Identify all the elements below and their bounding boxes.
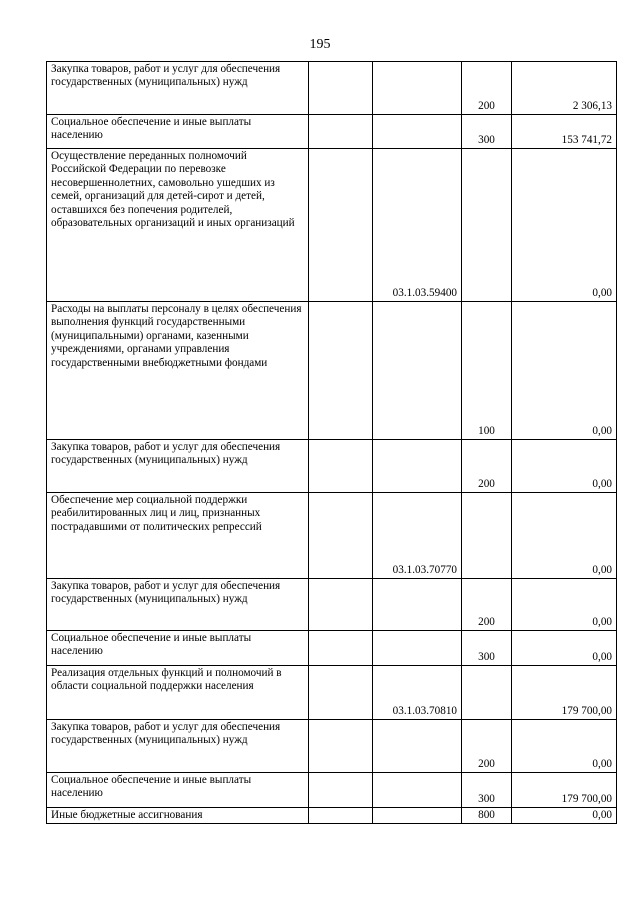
row-type: 100 bbox=[462, 302, 512, 440]
row-empty-cell bbox=[309, 720, 373, 773]
row-code bbox=[373, 631, 462, 666]
row-code bbox=[373, 302, 462, 440]
row-name: Закупка товаров, работ и услуг для обеспечения государственных (муниципальных) нужд bbox=[47, 579, 309, 631]
budget-table bbox=[46, 61, 617, 824]
row-code bbox=[373, 440, 462, 493]
row-code: 03.1.03.70770 bbox=[373, 493, 462, 579]
row-type: 300 bbox=[462, 115, 512, 149]
row-amount: 153 741,72 bbox=[512, 115, 617, 149]
table-row bbox=[47, 302, 617, 440]
row-type: 200 bbox=[462, 62, 512, 115]
row-amount: 0,00 bbox=[512, 493, 617, 579]
row-name: Социальное обеспечение и иные выплаты населению bbox=[47, 115, 309, 149]
table-row bbox=[47, 149, 617, 302]
table-row bbox=[47, 493, 617, 579]
row-amount: 0,00 bbox=[512, 302, 617, 440]
row-code: 03.1.03.70810 bbox=[373, 666, 462, 720]
row-empty-cell bbox=[309, 302, 373, 440]
row-amount: 179 700,00 bbox=[512, 666, 617, 720]
table-row bbox=[47, 579, 617, 631]
row-type bbox=[462, 493, 512, 579]
row-type: 200 bbox=[462, 720, 512, 773]
row-amount: 0,00 bbox=[512, 720, 617, 773]
row-amount: 2 306,13 bbox=[512, 62, 617, 115]
row-code bbox=[373, 720, 462, 773]
row-code bbox=[373, 808, 462, 824]
row-empty-cell bbox=[309, 115, 373, 149]
row-name: Социальное обеспечение и иные выплаты населению bbox=[47, 631, 309, 666]
row-type: 300 bbox=[462, 631, 512, 666]
table-row bbox=[47, 666, 617, 720]
row-empty-cell bbox=[309, 631, 373, 666]
table-row bbox=[47, 115, 617, 149]
row-name: Иные бюджетные ассигнования bbox=[47, 808, 309, 824]
row-empty-cell bbox=[309, 440, 373, 493]
row-amount: 0,00 bbox=[512, 631, 617, 666]
table-row bbox=[47, 773, 617, 808]
row-empty-cell bbox=[309, 62, 373, 115]
row-empty-cell bbox=[309, 773, 373, 808]
row-name: Закупка товаров, работ и услуг для обеспечения государственных (муниципальных) нужд bbox=[47, 720, 309, 773]
row-name: Расходы на выплаты персоналу в целях обеспечения выполнения функций государственными (муниципальными) органами, казенными учреждениями, органами управления государственными внебюджетными фондами bbox=[47, 302, 309, 440]
row-code bbox=[373, 115, 462, 149]
row-empty-cell bbox=[309, 149, 373, 302]
row-code bbox=[373, 579, 462, 631]
row-empty-cell bbox=[309, 666, 373, 720]
row-amount: 0,00 bbox=[512, 149, 617, 302]
row-type bbox=[462, 666, 512, 720]
table-row bbox=[47, 808, 617, 824]
row-code bbox=[373, 773, 462, 808]
row-name: Осуществление переданных полномочий Российской Федерации по перевозке несовершеннолетних, самовольно ушедших из семей, организаций для детей-сирот и детей, оставшихся без попечения родителей, образовательных организаций и иных организаций bbox=[47, 149, 309, 302]
row-code: 03.1.03.59400 bbox=[373, 149, 462, 302]
row-name: Реализация отдельных функций и полномочий в области социальной поддержки населения bbox=[47, 666, 309, 720]
row-name: Обеспечение мер социальной поддержки реабилитированных лиц и лиц, признанных пострадавшими от политических репрессий bbox=[47, 493, 309, 579]
row-amount: 0,00 bbox=[512, 440, 617, 493]
row-name: Социальное обеспечение и иные выплаты населению bbox=[47, 773, 309, 808]
row-type: 200 bbox=[462, 440, 512, 493]
table-row bbox=[47, 62, 617, 115]
row-type: 200 bbox=[462, 579, 512, 631]
row-empty-cell bbox=[309, 808, 373, 824]
row-type: 300 bbox=[462, 773, 512, 808]
row-amount: 179 700,00 bbox=[512, 773, 617, 808]
row-type bbox=[462, 149, 512, 302]
row-name: Закупка товаров, работ и услуг для обеспечения государственных (муниципальных) нужд bbox=[47, 62, 309, 115]
row-type: 800 bbox=[462, 808, 512, 824]
row-code bbox=[373, 62, 462, 115]
table-row bbox=[47, 720, 617, 773]
row-empty-cell bbox=[309, 579, 373, 631]
row-amount: 0,00 bbox=[512, 808, 617, 824]
page-number: 195 bbox=[309, 37, 331, 52]
table-row bbox=[47, 440, 617, 493]
table-row bbox=[47, 631, 617, 666]
row-amount: 0,00 bbox=[512, 579, 617, 631]
row-empty-cell bbox=[309, 493, 373, 579]
row-name: Закупка товаров, работ и услуг для обеспечения государственных (муниципальных) нужд bbox=[47, 440, 309, 493]
